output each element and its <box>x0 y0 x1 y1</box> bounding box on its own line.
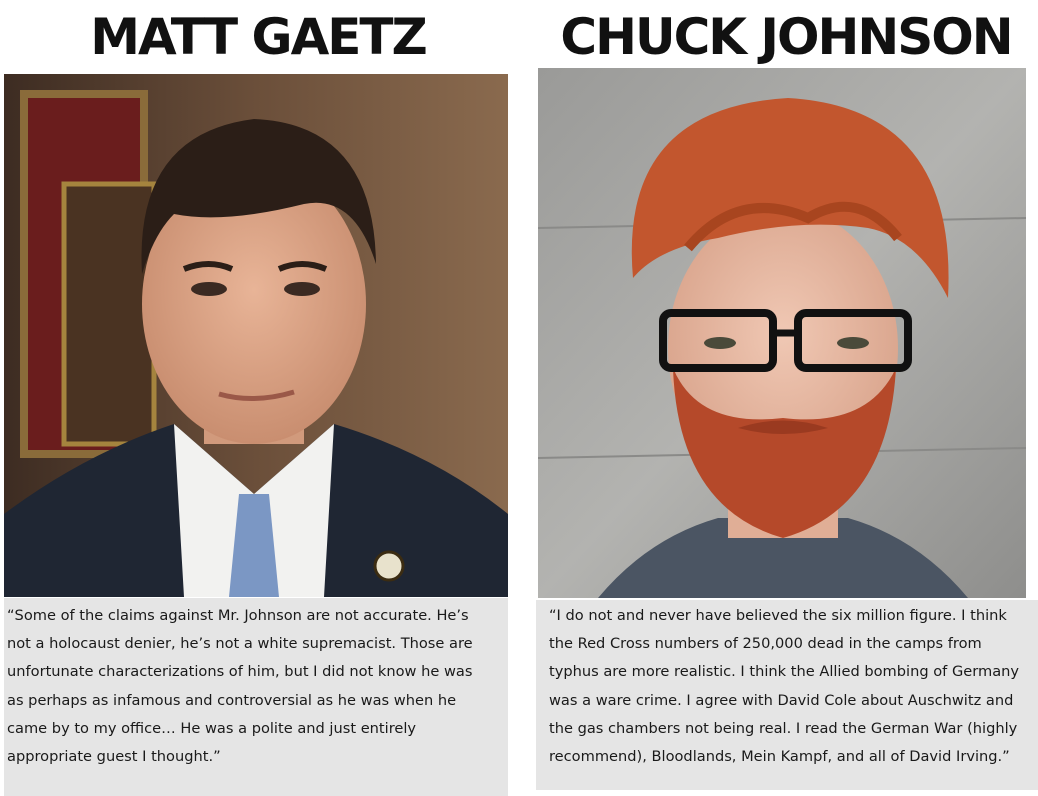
right-quote-line: recommend), Bloodlands, Mein Kampf, and all of David Irving.” <box>549 748 1010 766</box>
right-quote-line: “I do not and never have believed the six million figure. I think <box>549 607 1007 624</box>
left-quote-line: as perhaps as infamous and controversial as he was when he <box>7 691 457 709</box>
right-quote-line: the gas chambers not being real. I read the German War (highly <box>549 719 1018 737</box>
left-quote-line: not a holocaust denier, he’s not a white supremacist. Those are <box>7 635 473 653</box>
right-portrait-photo <box>538 68 1026 598</box>
right-panel <box>534 0 1038 796</box>
left-quote-line: unfortunate characterizations of him, but I did not know he was <box>7 663 473 681</box>
right-name-heading: CHUCK JOHNSON <box>560 8 1012 66</box>
left-quote-line: appropriate guest I thought.” <box>7 748 221 766</box>
left-panel <box>0 0 516 796</box>
left-name-heading: MATT GAETZ <box>90 8 426 66</box>
left-quote-line: came by to my office… He was a polite and just entirely <box>7 719 417 737</box>
right-quote-line: was a ware crime. I agree with David Cole about Auschwitz and <box>549 691 1014 709</box>
left-quote-line: “Some of the claims against Mr. Johnson are not accurate. He’s <box>7 607 469 624</box>
right-quote-line: the Red Cross numbers of 250,000 dead in the camps from <box>549 635 982 653</box>
left-portrait-photo <box>4 74 508 597</box>
right-quote-box <box>536 600 1038 790</box>
right-quote-line: typhus are more realistic. I think the Allied bombing of Germany <box>549 663 1020 681</box>
left-quote-box <box>4 598 508 796</box>
